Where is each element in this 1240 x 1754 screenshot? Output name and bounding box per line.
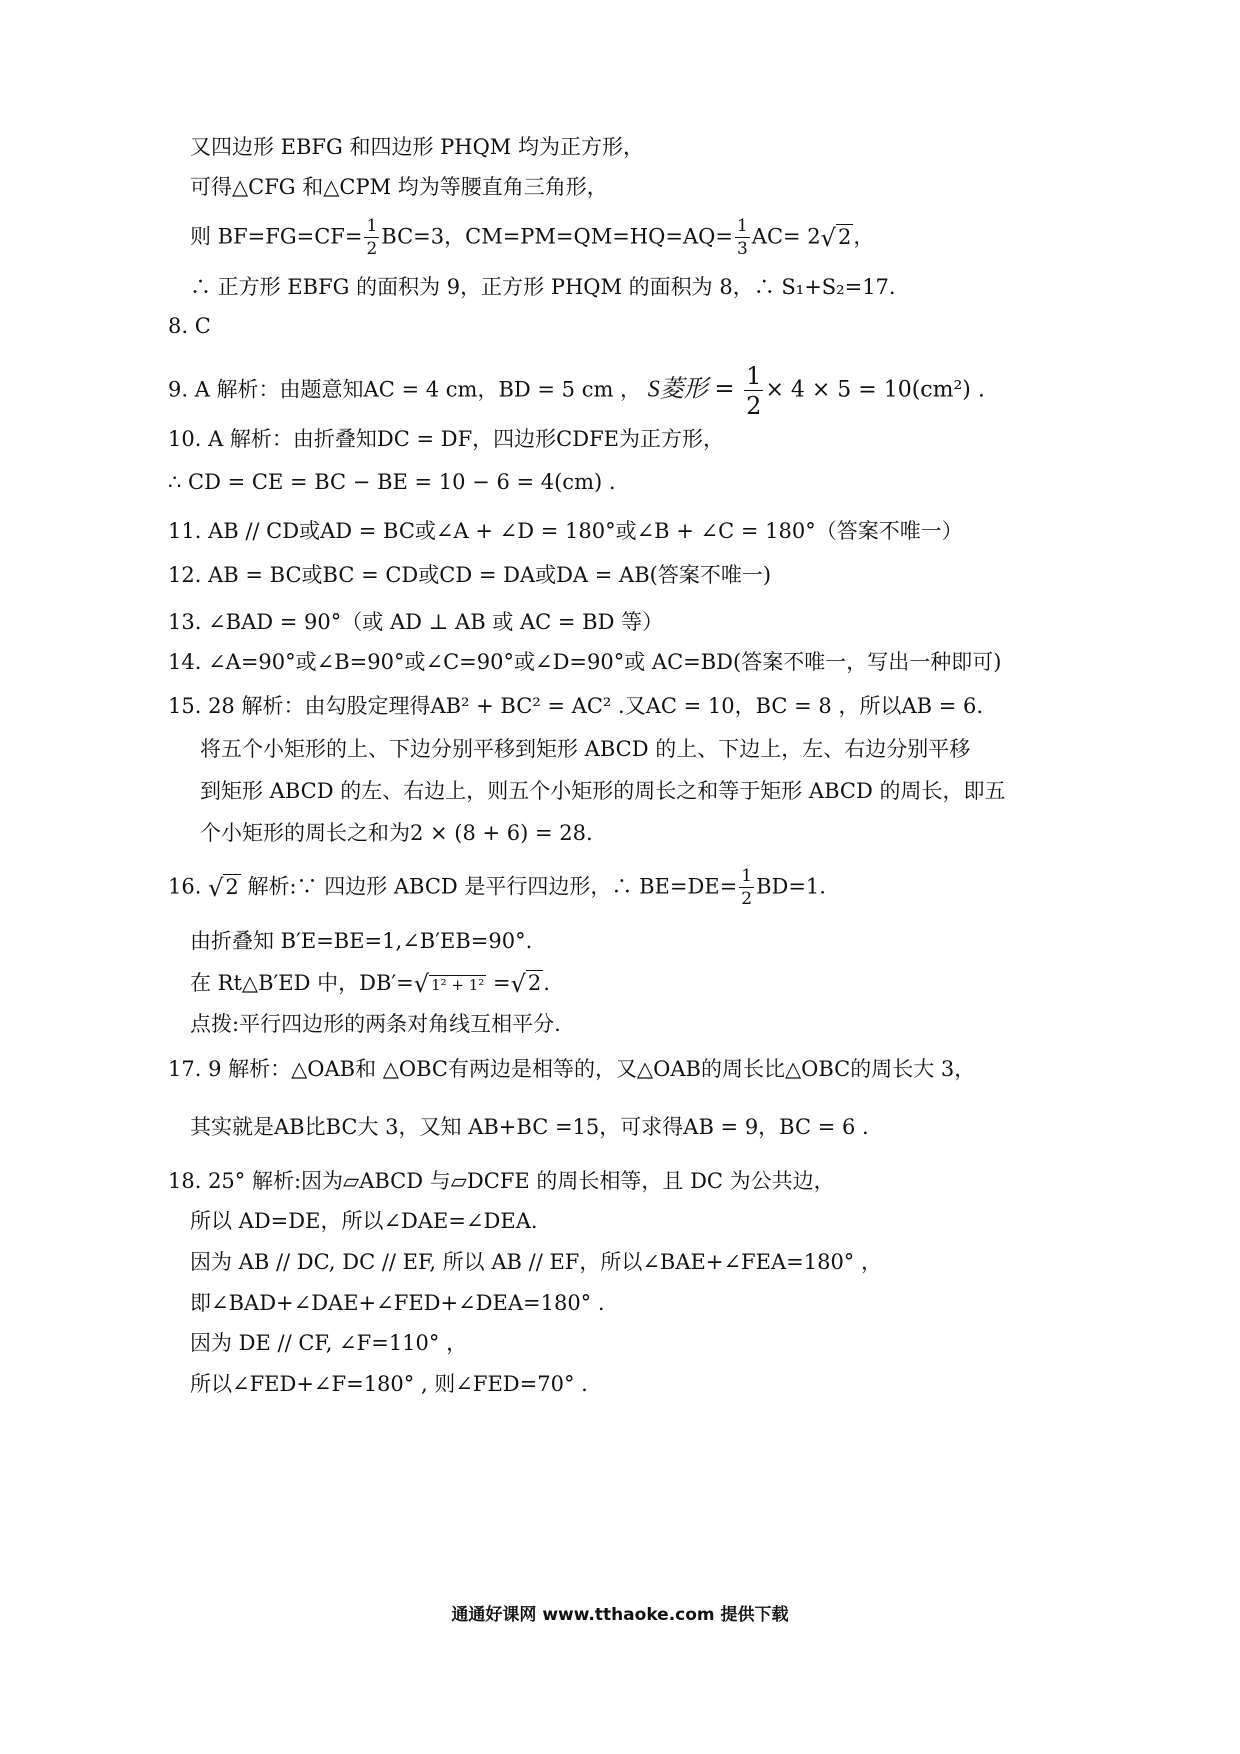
lengths-part-d: ，	[853, 224, 875, 249]
answer-9-text: 9. A 解析：由题意知AC = 4 cm，BD = 5 cm ，	[168, 377, 642, 402]
fraction-numerator: 1	[746, 362, 762, 390]
answer-15-line4: 个小矩形的周长之和为2 × (8 + 6) = 28.	[200, 821, 593, 845]
answer-17-line2: 其实就是AB比BC大 3，又知 AB+BC =15，可求得AB = 9，BC = 6 .	[190, 1115, 869, 1139]
answer-10-calc: ∴ CD = CE = BC − BE = 10 − 6 = 4(cm) .	[168, 470, 616, 494]
radical-sign: √	[413, 970, 430, 998]
fraction-denominator: 2	[366, 239, 378, 259]
answer-18-line4: 即∠BAD+∠DAE+∠FED+∠DEA=180° .	[190, 1291, 605, 1315]
answer-18-line5: 因为 DE // CF, ∠F=110° ，	[190, 1331, 468, 1355]
fraction-numerator: 1	[741, 866, 753, 886]
line-areas: ∴ 正方形 EBFG 的面积为 9，正方形 PHQM 的面积为 8，∴ S₁+S₂=17.	[190, 275, 896, 299]
answer-16-end: BD=1.	[756, 874, 826, 899]
radicand: 2	[225, 874, 239, 899]
square-root	[821, 222, 854, 253]
fraction-half	[744, 364, 763, 418]
fraction-numerator: 1	[366, 216, 378, 236]
answer-16-hint: 点拨:平行四边形的两条对角线互相平分.	[190, 1012, 561, 1036]
equals-sign: =	[486, 971, 511, 995]
fraction-denominator: 3	[736, 239, 748, 259]
lengths-part-c: AC= 2	[751, 224, 821, 249]
lengths-part-b: BC=3，CM=PM=QM=HQ=AQ=	[381, 224, 733, 249]
answer-9-result: × 4 × 5 = 10(cm²) .	[765, 377, 985, 403]
radicand: 2	[527, 971, 542, 995]
fraction-numerator: 1	[736, 216, 748, 236]
radical-sign: √	[208, 873, 224, 902]
answer-16-number: 16.	[168, 874, 202, 899]
answer-8: 8. C	[168, 314, 211, 338]
radical-sign: √	[510, 970, 526, 998]
radical-sign: √	[820, 223, 836, 252]
line-triangles: 可得△CFG 和△CPM 均为等腰直角三角形，	[190, 175, 608, 199]
period: .	[543, 971, 550, 995]
radicand: 2	[837, 224, 852, 249]
answer-16-fold: 由折叠知 B′E=BE=1,∠B′EB=90°.	[190, 929, 533, 953]
line-lengths	[190, 218, 874, 258]
answer-16-rt	[190, 968, 550, 1000]
square-root	[511, 968, 544, 999]
answer-13: 13. ∠BAD = 90°（或 AD ⊥ AB 或 AC = BD 等）	[168, 610, 664, 634]
answer-16-text: 解析:∵ 四边形 ABCD 是平行四边形，∴ BE=DE=	[240, 874, 738, 899]
line-squares: 又四边形 EBFG 和四边形 PHQM 均为正方形，	[190, 135, 644, 159]
answer-11: 11. AB // CD或AD = BC或∠A + ∠D = 180°或∠B + ∠C = 180°（答案不唯一）	[168, 519, 963, 543]
answer-16-rt-text: 在 Rt△B′ED 中，DB′=	[190, 971, 414, 995]
page-footer: 通通好课网 www.tthaoke.com 提供下载	[451, 1605, 789, 1625]
answer-14: 14. ∠A=90°或∠B=90°或∠C=90°或∠D=90°或 AC=BD(答案不唯一，写出一种即可)	[168, 650, 1002, 674]
answer-18-line2: 所以 AD=DE，所以∠DAE=∠DEA.	[190, 1209, 538, 1233]
answer-15-line2: 将五个小矩形的上、下边分别平移到矩形 ABCD 的上、下边上，左、右边分别平移	[200, 737, 971, 761]
fraction-half	[364, 218, 379, 258]
square-root	[208, 872, 241, 903]
fraction-denominator: 2	[741, 889, 753, 909]
answer-18-line6: 所以∠FED+∠F=180° , 则∠FED=70° .	[190, 1372, 588, 1396]
rhombus-area-symbol: S菱形	[647, 376, 708, 403]
radicand: 1² + 1²	[431, 976, 485, 994]
answer-9: 9. A 解析：由题意知AC = 4 cm，BD = 5 cm ， S菱形 = $\frac{1}{2}$ × 4 × 5 = 10(cm²) .	[168, 362, 985, 420]
answer-17: 17. 9 解析：△OAB和 △OBC有两边是相等的，又△OAB的周长比△OBC的周长大 3，	[168, 1057, 976, 1081]
answer-18-line3: 因为 AB // DC, DC // EF, 所以 AB // EF，所以∠BAE+∠FEA=180° ，	[190, 1250, 882, 1274]
answer-15-line3: 到矩形 ABCD 的左、右边上，则五个小矩形的周长之和等于矩形 ABCD 的周长，即五	[200, 779, 1006, 803]
answer-16	[168, 868, 826, 908]
fraction-half	[739, 868, 754, 908]
square-root	[414, 968, 487, 1000]
answer-12: 12. AB = BC或BC = CD或CD = DA或DA = AB(答案不唯一)	[168, 563, 772, 587]
answer-18: 18. 25° 解析:因为▱ABCD 与▱DCFE 的周长相等，且 DC 为公共边，	[168, 1169, 835, 1193]
fraction-third	[735, 218, 750, 258]
lengths-part-a: 则 BF=FG=CF=	[190, 224, 363, 249]
fraction-denominator: 2	[746, 392, 762, 420]
answer-10: 10. A 解析：由折叠知DC = DF，四边形CDFE为正方形，	[168, 427, 724, 451]
answer-15: 15. 28 解析：由勾股定理得AB² + BC² = AC² .又AC = 10，BC = 8 ，所以AB = 6.	[168, 694, 984, 718]
